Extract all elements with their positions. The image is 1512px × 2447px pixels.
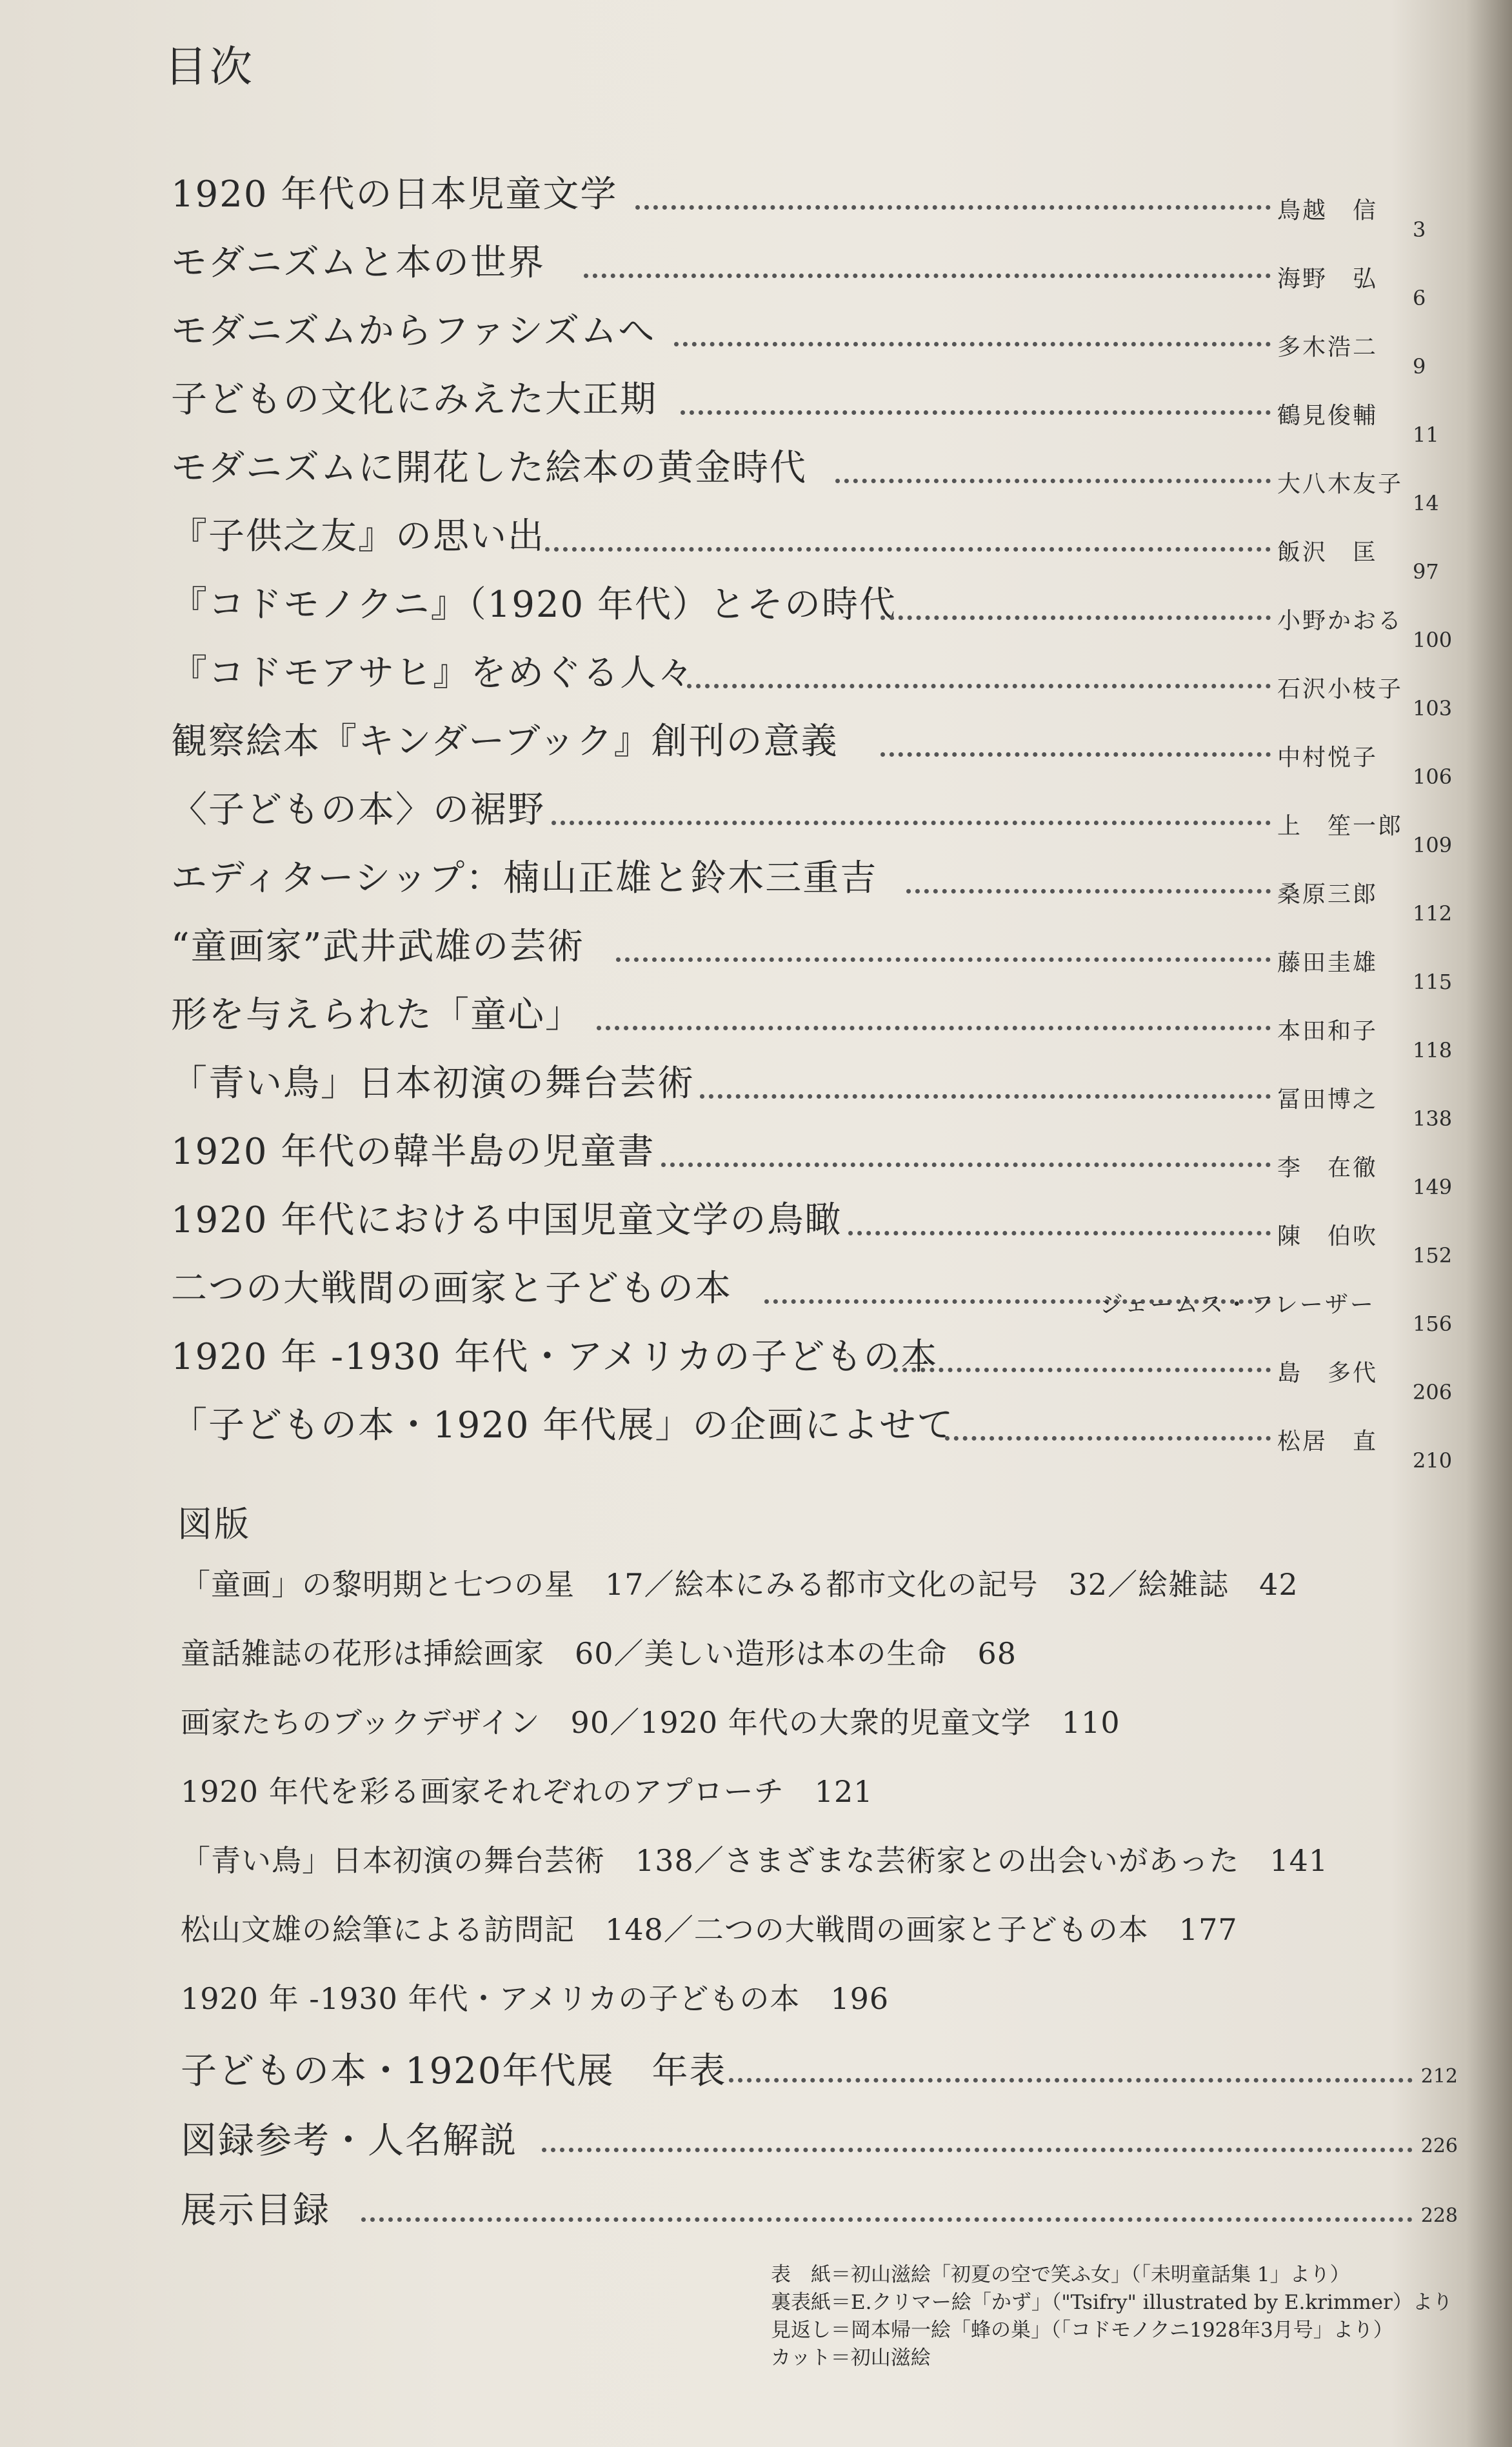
plate-line: 画家たちのブックデザイン 90／1920 年代の大衆的児童文学 110 xyxy=(181,1705,1120,1740)
toc-entry-title: 1920 年代の韓半島の児童書 xyxy=(171,1131,655,1173)
toc-entry xyxy=(171,1327,1453,1404)
toc-entry xyxy=(171,1122,1453,1199)
plate-line: 松山文雄の絵筆による訪問記 148／二つの大戦間の画家と子どもの本 177 xyxy=(181,1912,1238,1947)
appendix-dot-leader xyxy=(729,2078,1413,2082)
toc-entry-title: 1920 年代における中国児童文学の鳥瞰 xyxy=(171,1199,842,1241)
toc-entry-title: エディターシップ：楠山正雄と鈴木三重吉 xyxy=(171,857,878,899)
toc-entry-page: 9 xyxy=(1413,354,1426,379)
toc-dot-leader xyxy=(552,821,1271,825)
appendix-entry-title: 展示目録 xyxy=(181,2190,330,2232)
toc-entry-author: 小野かおる xyxy=(1277,608,1404,634)
toc-entry-author: 大八木友子 xyxy=(1277,471,1404,497)
toc-dot-leader xyxy=(835,479,1271,483)
toc-entry-page: 109 xyxy=(1413,833,1453,857)
toc-entry-title: モダニズムと本の世界 xyxy=(171,242,545,284)
toc-entry-page: 152 xyxy=(1413,1243,1453,1268)
toc-entry xyxy=(171,233,1426,310)
toc-entry xyxy=(171,780,1453,857)
credit-cover: 表 紙＝初山滋絵「初夏の空で笑ふ女」（「未明童話集 1」より） xyxy=(771,2263,1350,2286)
toc-entry-page: 11 xyxy=(1413,423,1439,447)
toc-entry xyxy=(171,1259,1453,1336)
toc-entry-author: 本田和子 xyxy=(1277,1018,1378,1044)
toc-entry-title: 子どもの文化にみえた大正期 xyxy=(171,379,657,421)
toc-entry-author: 上 笙一郎 xyxy=(1277,813,1404,839)
toc-entry-title: 『子供之友』の思い出 xyxy=(171,515,545,557)
toc-entry-page: 156 xyxy=(1413,1312,1453,1336)
toc-entry xyxy=(171,575,1453,652)
toc-entry-page: 115 xyxy=(1413,970,1453,994)
toc-entry-title: 1920 年 -1930 年代・アメリカの子どもの本 xyxy=(171,1336,939,1378)
toc-entry-author: 藤田圭雄 xyxy=(1277,950,1378,976)
credit-back-cover: 裏表紙＝E.クリマー絵「かず」（"Tsifry" illustrated by E.krimmer）より xyxy=(771,2291,1453,2314)
toc-entry-title: 「青い鳥」日本初演の舞台芸術 xyxy=(171,1063,695,1104)
appendix-entry xyxy=(181,2039,1458,2103)
toc-entry-title: 『コドモアサヒ』をめぐる人々 xyxy=(171,652,695,694)
toc-entry-title: 〈子どもの本〉の裾野 xyxy=(171,789,545,831)
toc-entry-page: 118 xyxy=(1413,1038,1453,1063)
toc-entry-title: 1920 年代の日本児童文学 xyxy=(171,174,618,215)
toc-dot-leader xyxy=(700,1094,1271,1099)
toc-dot-leader xyxy=(681,410,1271,415)
toc-dot-leader xyxy=(661,1163,1271,1167)
toc-entry-page: 100 xyxy=(1413,628,1453,652)
toc-entry-author: 松居 直 xyxy=(1277,1428,1378,1455)
toc-entry-page: 97 xyxy=(1413,559,1439,584)
appendix-entry-title: 子どもの本・1920年代展 年表 xyxy=(181,2050,727,2092)
toc-entry-page: 3 xyxy=(1413,217,1426,242)
appendix-entry-page: 212 xyxy=(1420,2065,1458,2088)
toc-dot-leader xyxy=(893,1368,1271,1372)
toc-entry-author: 中村悦子 xyxy=(1277,744,1378,771)
toc-dot-leader xyxy=(545,547,1271,552)
plates-heading: 図版 xyxy=(177,1504,251,1544)
toc-entry xyxy=(171,301,1426,379)
toc-entry-author: 鶴見俊輔 xyxy=(1277,403,1378,429)
toc-entry xyxy=(171,370,1439,447)
appendix-entry-page: 226 xyxy=(1420,2135,1458,2157)
toc-entry-page: 149 xyxy=(1413,1175,1453,1199)
appendix-entry xyxy=(181,2108,1458,2173)
toc-entry-title: 観察絵本『キンダーブック』創刊の意義 xyxy=(171,721,839,763)
toc-entry xyxy=(171,1395,1453,1473)
toc-dot-leader xyxy=(635,205,1271,210)
toc-entry-title: モダニズムに開花した絵本の黄金時代 xyxy=(171,447,807,489)
toc-entry xyxy=(171,165,1426,242)
toc-entry xyxy=(171,1190,1453,1268)
toc-entry xyxy=(171,917,1453,994)
toc-entry-title: 形を与えられた「童心」 xyxy=(171,994,582,1036)
toc-entry-author: 桑原三郎 xyxy=(1277,881,1378,908)
plate-line: 童話雑誌の花形は挿絵画家 60／美しい造形は本の生命 68 xyxy=(181,1636,1017,1671)
toc-dot-leader xyxy=(906,889,1271,894)
toc-entry-author: 島 多代 xyxy=(1277,1360,1378,1386)
toc-entry xyxy=(171,712,1453,789)
toc-entry-page: 106 xyxy=(1413,764,1453,789)
toc-dot-leader xyxy=(945,1436,1271,1441)
toc-entry-author: 李 在徹 xyxy=(1277,1155,1378,1181)
toc-dot-leader xyxy=(880,752,1271,757)
toc-entry-page: 14 xyxy=(1413,491,1439,515)
toc-entry-title: “童画家”武井武雄の芸術 xyxy=(171,926,585,968)
toc-entry-page: 112 xyxy=(1413,901,1453,926)
plate-line: 1920 年 -1930 年代・アメリカの子どもの本 196 xyxy=(181,1981,890,2016)
plate-line: 1920 年代を彩る画家それぞれのアプローチ 121 xyxy=(181,1774,873,1809)
toc-entry-author: 飯沢 匡 xyxy=(1277,539,1378,566)
toc-entry-page: 206 xyxy=(1413,1380,1453,1404)
toc-dot-leader xyxy=(597,1026,1271,1030)
toc-entry-title: 「子どもの本・1920 年代展」の企画によせて xyxy=(171,1404,955,1446)
toc-entry xyxy=(171,438,1439,515)
credit-endpaper: 見返し＝岡本帰一絵「蜂の巣」（「コドモノクニ1928年3月号」より） xyxy=(771,2319,1393,2342)
plate-line: 「青い鳥」日本初演の舞台芸術 138／さまざまな芸術家との出会いがあった 141 xyxy=(181,1843,1329,1878)
toc-entry xyxy=(171,643,1453,721)
toc-dot-leader xyxy=(674,342,1271,346)
plate-line: 「童画」の黎明期と七つの星 17／絵本にみる都市文化の記号 32／絵雑誌 42 xyxy=(181,1567,1298,1602)
toc-entry-author: 冨田博之 xyxy=(1277,1086,1378,1113)
toc-entry-author: ジェームス・フレーザー xyxy=(1100,1292,1375,1318)
toc-entry-page: 6 xyxy=(1413,286,1426,310)
toc-entry-page: 138 xyxy=(1413,1106,1453,1131)
toc-entry-author: 多木浩二 xyxy=(1277,334,1378,361)
appendix-entry-page: 228 xyxy=(1420,2204,1458,2227)
toc-dot-leader xyxy=(616,957,1271,962)
toc-entry-title: 二つの大戦間の画家と子どもの本 xyxy=(171,1268,732,1310)
appendix-entry-title: 図録参考・人名解説 xyxy=(181,2120,517,2162)
appendix-dot-leader xyxy=(361,2217,1413,2222)
toc-entry-title: モダニズムからファシズムへ xyxy=(171,310,656,352)
appendix-entry xyxy=(181,2178,1458,2242)
toc-entry xyxy=(171,506,1439,584)
toc-dot-leader xyxy=(880,615,1271,620)
toc-entry xyxy=(171,985,1453,1063)
credits xyxy=(771,2261,1500,2372)
toc-entry-author: 陳 伯吹 xyxy=(1277,1223,1378,1250)
toc-dot-leader xyxy=(848,1231,1271,1235)
credit-cut: カット＝初山滋絵 xyxy=(771,2346,931,2370)
toc-entry-author: 海野 弘 xyxy=(1277,266,1378,292)
page-title: 目次 xyxy=(164,42,255,92)
toc-entry-author: 鳥越 信 xyxy=(1277,197,1378,224)
toc-entry-page: 103 xyxy=(1413,696,1453,721)
toc-entry xyxy=(171,1054,1453,1131)
toc-entry-title: 『コドモノクニ』（1920 年代）とその時代 xyxy=(171,584,897,626)
toc-entry-author: 石沢小枝子 xyxy=(1277,676,1404,703)
toc-entry xyxy=(171,848,1453,926)
appendix-dot-leader xyxy=(542,2148,1413,2152)
toc-entry-page: 210 xyxy=(1413,1448,1453,1473)
toc-dot-leader xyxy=(584,274,1271,278)
toc-dot-leader xyxy=(687,684,1271,688)
